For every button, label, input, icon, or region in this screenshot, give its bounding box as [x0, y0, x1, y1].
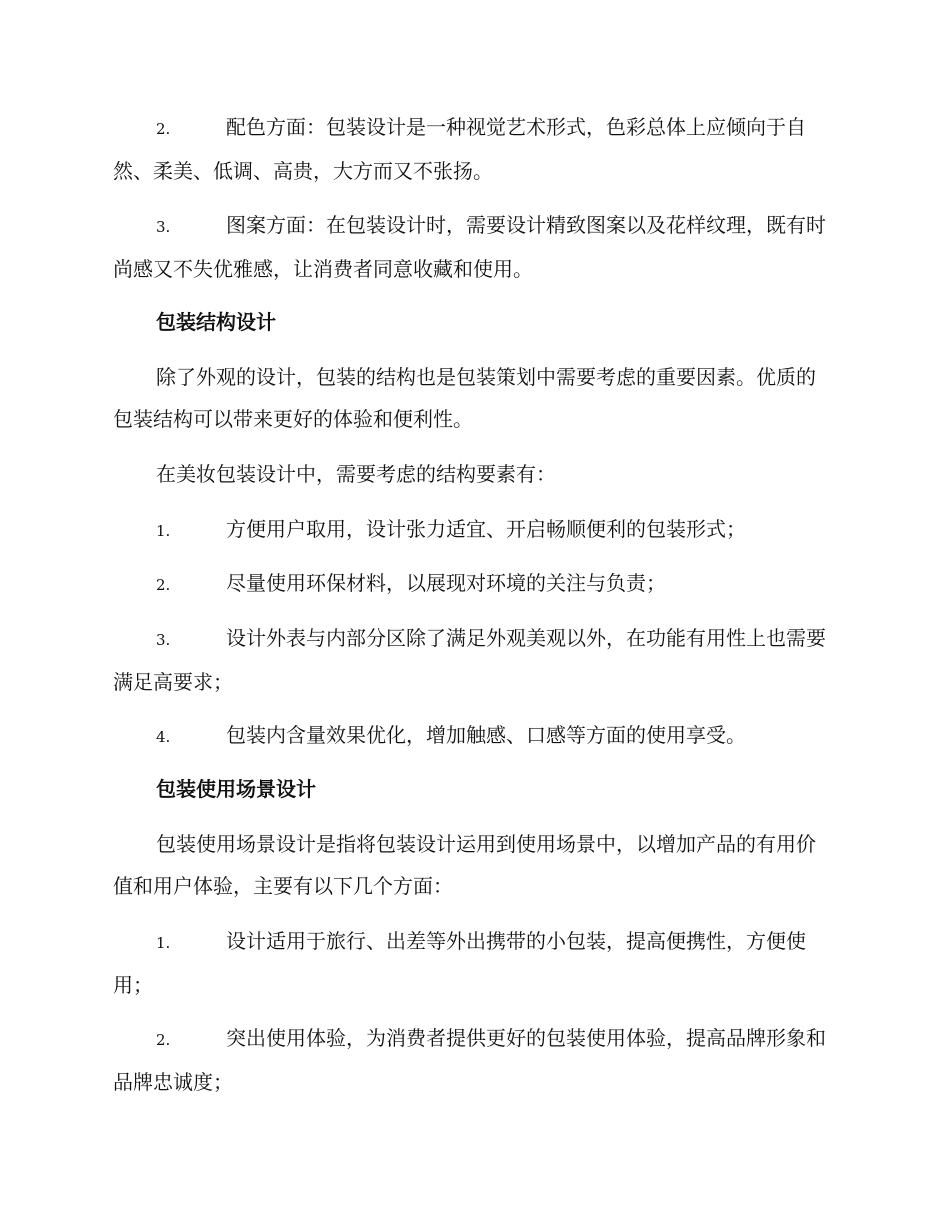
- list-item: [113, 508, 835, 552]
- list-item: [113, 204, 835, 290]
- list-item-text: 突出使用体验，为消费者提供更好的包装使用体验，提高品牌形象和品牌忠诚度；: [113, 1026, 826, 1094]
- list-item: [113, 920, 835, 1006]
- list-number: 3.: [156, 218, 171, 236]
- list-number: 3.: [156, 631, 171, 649]
- list-number: 1.: [156, 934, 171, 952]
- list-item: [113, 106, 835, 192]
- list-item-text: 尽量使用环保材料，以展现对环境的关注与负责；: [226, 571, 666, 595]
- list-number: 2.: [156, 576, 171, 594]
- list-item: [113, 562, 835, 606]
- list-item-text: 设计适用于旅行、出差等外出携带的小包装，提高便携性，方便使用；: [113, 929, 806, 997]
- list-item: [113, 714, 835, 758]
- list-item-text: 图案方面：在包装设计时，需要设计精致图案以及花样纹理，既有时尚感又不失优雅感，让消费者同意收藏和使用。: [113, 213, 826, 281]
- list-item-text: 配色方面：包装设计是一种视觉艺术形式，色彩总体上应倾向于自然、柔美、低调、高贵，大方而又不张扬。: [113, 115, 806, 183]
- list-item-text: 设计外表与内部分区除了满足外观美观以外，在功能有用性上也需要满足高要求；: [113, 626, 826, 694]
- list-number: 1.: [156, 522, 171, 540]
- list-item: [113, 617, 835, 703]
- list-number: 4.: [156, 728, 171, 746]
- section-heading: 包装结构设计: [156, 310, 276, 334]
- list-item-text: 方便用户取用，设计张力适宜、开启畅顺便利的包装形式；: [226, 517, 746, 541]
- paragraph: 包装使用场景设计是指将包装设计运用到使用场景中，以增加产品的有用价值和用户体验，主要有以下几个方面：: [113, 832, 816, 898]
- list-item-text: 包装内含量效果优化，增加触感、口感等方面的使用享受。: [226, 723, 746, 747]
- section-heading: 包装使用场景设计: [156, 777, 316, 801]
- list-number: 2.: [156, 120, 171, 138]
- paragraph: 除了外观的设计，包装的结构也是包装策划中需要考虑的重要因素。优质的包装结构可以带来更好的体验和便利性。: [113, 365, 816, 431]
- paragraph: 在美妆包装设计中，需要考虑的结构要素有：: [156, 462, 556, 486]
- list-number: 2.: [156, 1031, 171, 1049]
- list-item: [113, 1017, 835, 1103]
